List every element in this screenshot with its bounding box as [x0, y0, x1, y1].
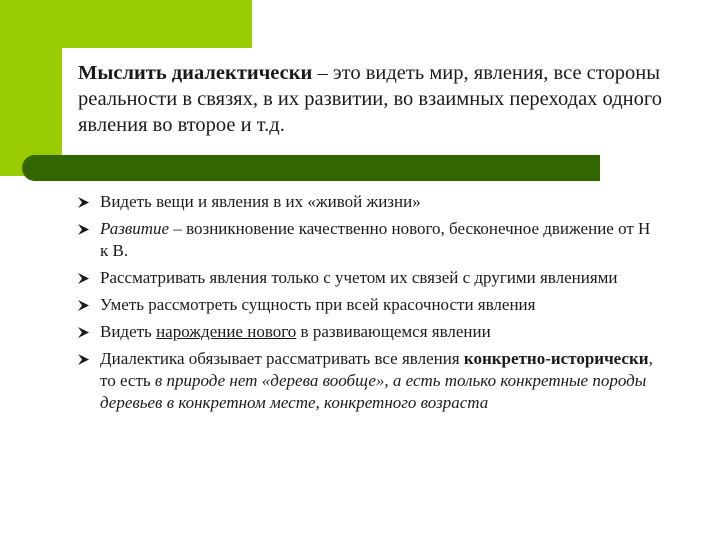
bullet-text: Диалектика обязывает рассматривать все явления — [100, 349, 464, 368]
bullet-item — [82, 321, 662, 343]
bullet-text: – возникновение качественно нового, бесконечное движение от Н к В. — [100, 219, 651, 260]
bullet-item — [82, 218, 662, 262]
definition-heading — [78, 60, 698, 138]
divider-bar — [22, 155, 600, 181]
bullet-item — [82, 267, 662, 289]
arrowhead-bullet-icon — [78, 354, 89, 365]
definition-text: – это видеть мир, явления, все стороны реальности в связях, в их развитии, во взаимных переходах одного явления во второе и т.д. — [78, 62, 662, 136]
bullet-text: Видеть — [100, 322, 157, 341]
bullet-item — [82, 191, 662, 213]
arrowhead-bullet-icon — [78, 197, 89, 208]
bullet-term: Развитие — [100, 219, 170, 238]
bold-text: конкретно-исторически — [463, 349, 649, 368]
bullet-item — [82, 294, 662, 316]
bullet-text: , то есть — [100, 349, 653, 390]
bullet-text: Уметь рассмотреть сущность при всей красочности явления — [100, 295, 536, 314]
arrowhead-bullet-icon — [78, 224, 89, 235]
arrowhead-bullet-icon — [78, 273, 89, 284]
bullet-text: Видеть вещи и явления в их «живой жизни» — [100, 192, 421, 211]
bullet-item — [82, 348, 662, 414]
arrowhead-bullet-icon — [78, 327, 89, 338]
arrowhead-bullet-icon — [78, 300, 89, 311]
definition-term: Мыслить диалектически — [78, 62, 313, 84]
italic-text: в природе нет «дерева вообще», а есть только конкретные породы деревьев в конкретном месте, конкретного возраста — [100, 371, 647, 412]
underlined-text: нарождение нового — [156, 322, 297, 341]
bullet-text: Рассматривать явления только с учетом их связей с другими явлениями — [100, 268, 618, 287]
bullet-text: в развивающемся явлении — [296, 322, 491, 341]
bullet-list — [82, 191, 662, 419]
